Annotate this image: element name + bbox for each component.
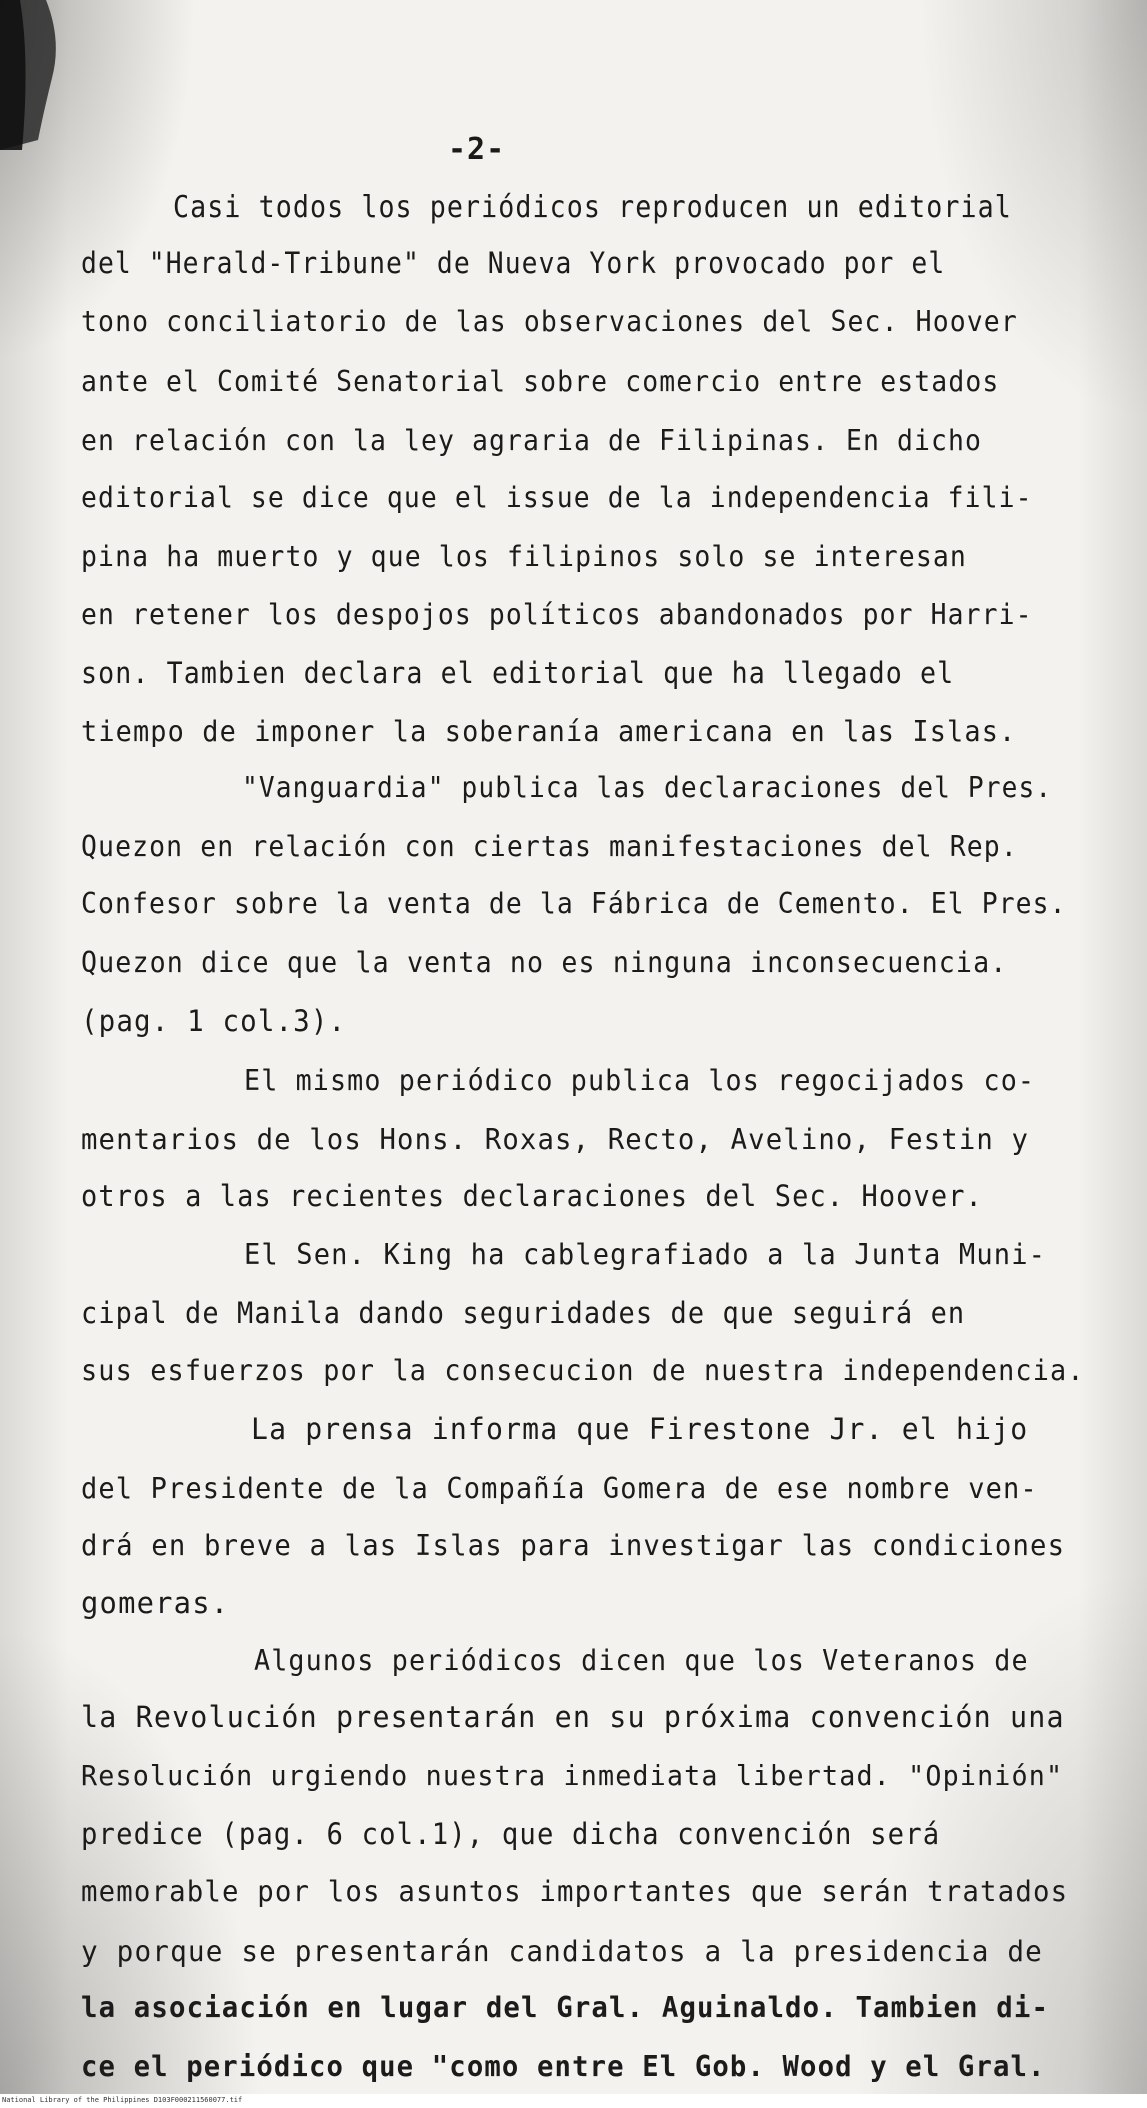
text-line: "Vanguardia" publica las declaraciones del Pres. (242, 771, 1053, 804)
text-line: tono conciliatorio de las observaciones del Sec. Hoover (81, 304, 1018, 338)
text-line: otros a las recientes declaraciones del Sec. Hoover. (81, 1179, 983, 1213)
text-line: Casi todos los periódicos reproducen un editorial (173, 190, 1012, 225)
text-line: Resolución urgiendo nuestra inmediata libertad. "Opinión" (81, 1759, 1064, 1792)
text-line: Algunos periódicos dicen que los Veteranos de (254, 1643, 1029, 1677)
text-line: son. Tambien declara el editorial que ha llegado el (81, 656, 955, 690)
text-line: Confesor sobre la venta de la Fábrica de Cemento. El Pres. (81, 887, 1067, 920)
text-line: en relación con la ley agraria de Filipinas. En dicho (81, 423, 982, 457)
page-number: -2- (448, 132, 506, 167)
text-line: ce el periódico que "como entre El Gob. Wood y el Gral. (81, 2049, 1046, 2083)
text-line: Quezon dice que la venta no es ninguna inconsecuencia. (81, 945, 1008, 979)
text-line: tiempo de imponer la soberanía americana en las Islas. (81, 714, 1017, 748)
text-line: y porque se presentarán candidatos a la presidencia de (81, 1934, 1043, 1968)
text-line: la Revolución presentarán en su próxima convención una (81, 1700, 1065, 1734)
text-line: (pag. 1 col.3). (81, 1004, 347, 1038)
text-line: El mismo periódico publica los regocijados co- (244, 1063, 1036, 1097)
text-line: en retener los despojos políticos abandonados por Harri- (81, 598, 1033, 631)
text-line: ante el Comité Senatorial sobre comercio entre estados (81, 364, 1000, 398)
text-line: mentarios de los Hons. Roxas, Recto, Avelino, Festin y (81, 1122, 1030, 1156)
text-line: Quezon en relación con ciertas manifestaciones del Rep. (81, 829, 1018, 863)
text-line: gomeras. (81, 1586, 230, 1620)
text-line: del "Herald-Tribune" de Nueva York provocado por el (81, 246, 946, 280)
text-line: pina ha muerto y que los filipinos solo se interesan (81, 539, 967, 573)
binding-shadow (0, 0, 70, 150)
text-line: memorable por los asuntos importantes que serán tratados (81, 1874, 1069, 1908)
text-line: La prensa informa que Firestone Jr. el hijo (251, 1412, 1029, 1446)
text-line: El Sen. King ha cablegrafiado a la Junta Muni- (244, 1237, 1047, 1271)
footer-caption: National Library of the Philippines D103F000211560077.tif (2, 2096, 243, 2104)
text-line: predice (pag. 6 col.1), que dicha convención será (81, 1817, 941, 1851)
text-line: cipal de Manila dando seguridades de que seguirá en (81, 1296, 966, 1330)
text-line: del Presidente de la Compañía Gomera de ese nombre ven- (81, 1471, 1038, 1505)
text-line: la asociación en lugar del Gral. Aguinaldo. Tambien di- (81, 1991, 1050, 2024)
text-line: sus esfuerzos por la consecucion de nuestra independencia. (81, 1354, 1085, 1387)
text-line: editorial se dice que el issue de la independencia fili- (81, 481, 1033, 514)
text-line: drá en breve a las Islas para investigar las condiciones (81, 1528, 1066, 1562)
